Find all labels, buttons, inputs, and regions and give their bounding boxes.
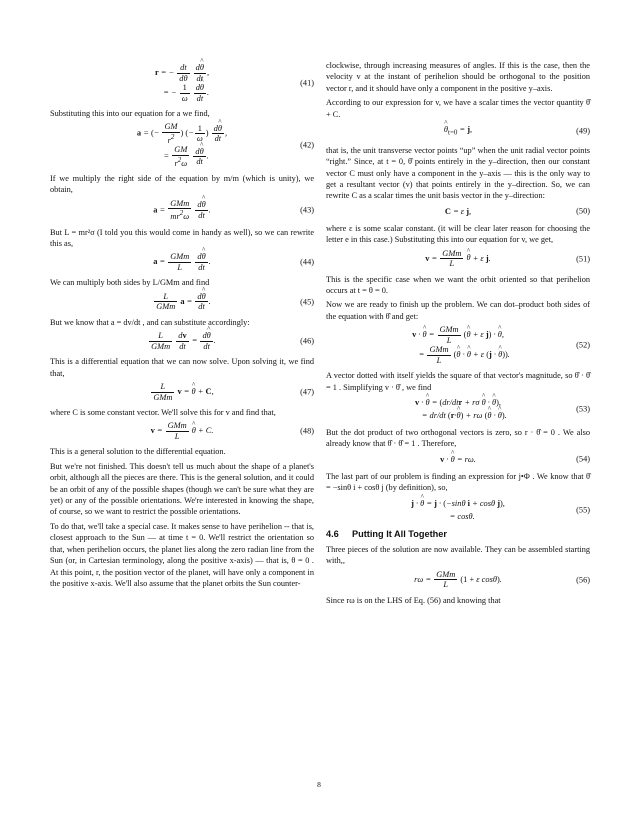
equation-number: (42) [300,140,314,150]
paragraph: According to our expression for v, we have a scalar times the vector quantity θ̂ + C. [326,98,590,119]
equation-number: (41) [300,78,314,88]
equation-48: v = $\frac{\text{GMm}}{L}$ ^ θ + C. (48) [50,421,314,441]
equation-53: v · ^ θ = (dr/dtr + rσ ^ θ · ^ θ), = dr/dt (r·^ θ) + rω (^ θ · ^ θ). (53) [326,396,590,422]
paragraph: clockwise, through increasing measures of angles. If this is the case, then the velocity v at the instant of perihelion should be orthogonal to the position vector r, and it should have only a component in the positive y–axis. [326,61,590,93]
equation-number: (53) [576,404,590,414]
paragraph: Substituting this into our equation for a we find, [50,109,210,118]
equation-41: r = − $\frac{dt}{d\theta}$ $\frac{d\^{} \theta}{dt}$ , = − $\frac{1}{\omega}$ $\frac{d\^{} \theta}{dt}$ . (41) [50,63,314,103]
paragraph: where ε is some scalar constant. (it will be clear later reason for choosing the letter e in this case.) Substituting this into our equation for v, we get, [326,223,590,245]
equation-number: (45) [300,297,314,307]
paragraph: To do that, we'll take a special case. It makes sense to have perihelion -- that is, closest approach to the Sun — at time t = 0. We'll restrict the orientation so that, when perihelion occurs, the planet lies along the zero radian line from the Sun (or, in Cartesian terminology, along the positive x-axis) — that is, θ = 0 . At this point, r, the position vector of the planet, will have only a component in the positive x-axis. We'll also assume that the planet orbits the Sun counter- [50,521,314,588]
equation-42: a = (− $\frac{GM}{r^2}$ ) (− $\frac{1}{\omega}$ ) $\frac{d\^{} \theta}{dt}$ , = $\frac{GM}{r^2\omega}$ $\frac{d\^{} \theta}{dt}$ . (42) [50,122,314,168]
equation-45: $\frac{L}{\text{GMm}}$ a = $\frac{d\^{} \theta}{dt}$ . (45) [50,292,314,312]
equation-51: v = $\frac{\text{GMm}}{L}$ ^ θ + ε j. (51) [326,249,590,269]
equation-49: ^ $\theta_{t=0} = j$, (49) [326,123,590,140]
paragraph: But the dot product of two orthogonal vectors is zero, so r · θ̂ = 0 . We also already know that θ̂ · θ̂ = 1 . Therefore, [326,427,590,449]
paragraph: where C is some constant vector. We'll solve this for v and find that, [50,408,276,418]
paragraph: A vector dotted with itself yields the square of that vector's magnitude, so θ̂ · θ̂ = 1 . Simplifying v · θ̂ , we find [326,371,590,392]
equation-56: rω = $\frac{\text{GMm}}{L}$ (1 + ε cosθ). (56) [414,569,590,590]
right-column [326,60,590,609]
equation-number: (47) [300,387,314,397]
paragraph: But we're not finished. This doesn't tell us much about the shape of a planet's orbit, although all the pieces are there. This is the general solution, and it could be an orbit of any of the possible shapes (though we can't be sure what they are yet) or any of the possible orientations. We're interested in knowing the shape, of course, so we want to restrict the possible orientations. [50,461,314,517]
equation-47: $\frac{L}{\text{GMm}}$ v = ^ θ + C, (47) [50,382,314,402]
equation-number: (54) [576,454,590,464]
paragraph: But we know that a = dv/dt , and can substitute accordingly: [50,317,250,327]
equation-number: (52) [576,340,590,350]
section-title: Putting It All Together [352,528,447,539]
section-number: 4.6 [326,528,339,539]
paragraph: Now we are ready to finish up the problem. We can dot–product both sides of the equation with θ̂ and get: [326,300,590,321]
paragraph: But L = mr²σ (I told you this would come in handy as well), so we can rewrite this as, [50,227,314,249]
paragraph: Three pieces of the solution are now available. They can be assembled starting with,, [326,545,590,566]
equation-43: a = $\frac{\text{GMm}}{mr^2\omega}$ $\frac{d\^{} \theta}{dt}$ . (43) [50,199,314,222]
equation-number: (55) [576,504,590,514]
equation-number: (43) [300,205,314,215]
paragraph: We can multiply both sides by L/GMm and find [50,278,210,288]
paragraph: If we multiply the right side of the equation by m/m (which is unity), we obtain, [50,174,314,195]
equation-number: (56) [576,575,590,585]
equation-number: (46) [300,336,314,346]
left-column [50,60,314,592]
paragraph: This is a differential equation that we can now solve. Upon solving it, we find that, [50,357,314,378]
equation-number: (49) [576,126,590,136]
equation-number: (50) [576,206,590,216]
equation-54: v · ^ θ = rω. (54) [326,453,590,466]
section-heading [326,529,590,540]
equation-44: a = $\frac{\text{GMm}}{L}$ $\frac{d\^{} \theta}{dt}$ . (44) [50,252,314,272]
equation-46: $\frac{L}{\text{GMm}}$ $\frac{dv}{dt}$ = $\frac{d\^{} \theta}{dt}$ . (46) [50,331,314,351]
equation-55: j · ^ θ = j · (−sinθ i + cosθ j), = cosθ. (55) [326,497,590,523]
paragraph: Since rω is on the LHS of Eq. (56) and knowing that [326,595,501,605]
paragraph: This is the specific case when we want the orbit oriented so that perihelion occurs at t = θ = 0. [326,274,590,295]
equation-number: (48) [300,426,314,436]
paragraph: that is, the unit transverse vector points “up” when the unit radial vector points “right.” Since, at t = 0, θ̂ points entirely in the y–direction, then our constant vector C must only have a component in the y–axis — this is the only way to get a resultant vector (v) that points entirely in the y–direction. So, we can rewrite C as a scalar times the unit basis vector in the y–direction: [326,145,590,201]
equation-50: C = ε j, (50) [444,206,590,216]
equation-number: (51) [576,253,590,263]
page-number: 8 [317,780,321,789]
paragraph: This is a general solution to the differential equation. [50,447,226,457]
paragraph: The last part of our problem is finding an expression for j•Φ . We know that θ̂ = −sinθ i + cosθ j (by definition), so, [326,471,590,493]
equation-number: (44) [300,257,314,267]
equation-52: v · ^ θ = $\frac{\text{GMm}}{L}$ (^ θ + ε j) · ^ θ, = $\frac{\text{GMm}}{L}$ (^ θ · ^ θ + ε (j · ^ θ)). (52) [326,325,590,365]
